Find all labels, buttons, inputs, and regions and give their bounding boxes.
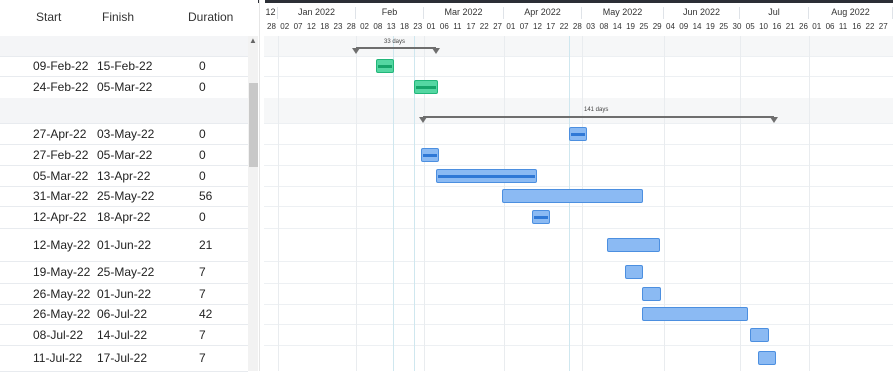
summary-end-marker-icon [352, 48, 360, 54]
chart-row [264, 304, 893, 325]
timeline-day: 27 [878, 22, 888, 31]
scroll-up-arrow-icon[interactable]: ▲ [249, 36, 257, 45]
cell-start: 26-May-22 [33, 307, 91, 321]
chart-row [264, 228, 893, 262]
task-row[interactable] [0, 144, 248, 166]
timeline-day: 14 [692, 22, 702, 31]
task-bar[interactable] [569, 127, 587, 141]
timeline-day: 10 [759, 22, 768, 31]
gridline [809, 36, 810, 371]
timeline-day: 01 [812, 22, 822, 31]
cell-start: 19-May-22 [33, 265, 91, 279]
timeline-day: 05 [745, 22, 755, 31]
cell-start: 09-Feb-22 [33, 59, 89, 73]
cell-duration: 7 [199, 287, 206, 301]
timeline-day: 11 [453, 22, 462, 31]
cell-finish: 14-Jul-22 [97, 328, 148, 342]
timeline-month: Jun 2022 [664, 7, 740, 19]
cell-duration: 0 [199, 169, 206, 183]
cell-duration: 7 [199, 265, 206, 279]
summary-bar[interactable] [356, 47, 436, 49]
summary-duration-label: 33 days [384, 39, 406, 45]
cell-start: 05-Mar-22 [33, 169, 89, 183]
timeline-day: 02 [280, 22, 290, 31]
timeline-day: 19 [626, 22, 635, 31]
task-bar[interactable] [607, 238, 660, 252]
timeline-day: 18 [320, 22, 330, 31]
cell-start: 12-May-22 [33, 238, 91, 252]
cell-start: 11-Jul-22 [33, 351, 83, 365]
task-bar[interactable] [750, 328, 769, 342]
timeline-header [264, 0, 893, 37]
task-progress [378, 65, 392, 68]
task-bar[interactable] [758, 351, 776, 365]
cell-duration: 7 [199, 328, 206, 342]
task-row[interactable] [0, 345, 248, 372]
timeline-day: 23 [413, 22, 423, 31]
timeline-day: 22 [479, 22, 489, 31]
timeline-day: 01 [506, 22, 516, 31]
summary-end-marker-icon [419, 117, 427, 123]
timeline-day: 16 [772, 22, 782, 31]
timeline-day: 08 [599, 22, 609, 31]
timeline-day: 28 [572, 22, 582, 31]
summary-bar[interactable] [423, 116, 774, 118]
cell-duration: 42 [199, 307, 213, 321]
timeline-day: 25 [639, 22, 649, 31]
cell-start: 27-Feb-22 [33, 148, 89, 162]
task-row[interactable] [0, 228, 248, 262]
cell-start: 24-Feb-22 [33, 80, 89, 94]
cell-finish: 25-May-22 [97, 265, 155, 279]
chart-row [264, 76, 893, 99]
timeline-day: 19 [705, 22, 715, 31]
cell-finish: 13-Apr-22 [97, 169, 151, 183]
cell-start: 31-Mar-22 [33, 189, 89, 203]
timeline-day: 12 [306, 22, 316, 31]
cell-finish: 03-May-22 [97, 127, 155, 141]
timeline-day: 17 [546, 22, 556, 31]
chart-row [264, 261, 893, 284]
cell-duration: 0 [199, 148, 206, 162]
task-progress [423, 154, 437, 157]
timeline-day: 28 [346, 22, 356, 31]
cell-finish: 06-Jul-22 [97, 307, 148, 321]
cell-duration: 7 [199, 351, 206, 365]
cell-duration: 21 [199, 238, 213, 252]
task-row[interactable] [0, 261, 248, 284]
cell-start: 27-Apr-22 [33, 127, 87, 141]
task-row[interactable] [0, 123, 248, 145]
cell-duration: 0 [199, 80, 206, 94]
timeline-day: 17 [466, 22, 476, 31]
cell-duration: 0 [199, 59, 206, 73]
task-progress [571, 133, 585, 136]
timeline-month: May 2022 [582, 7, 664, 19]
task-progress [438, 175, 535, 178]
scrollbar-thumb[interactable] [249, 83, 258, 167]
task-row[interactable] [0, 206, 248, 229]
cell-finish: 05-Mar-22 [97, 148, 153, 162]
timeline-day: 28 [267, 22, 276, 31]
timeline-day: 22 [559, 22, 569, 31]
timeline-day: 06 [439, 22, 449, 31]
task-bar[interactable] [532, 210, 550, 224]
task-row[interactable] [0, 36, 248, 57]
task-bar[interactable] [642, 307, 748, 321]
summary-duration-label: 141 days [584, 107, 609, 113]
timeline-day: 16 [852, 22, 862, 31]
chart-row [264, 165, 893, 187]
timeline-day: 08 [373, 22, 383, 31]
timeline-month: Aug 2022 [809, 7, 893, 19]
task-bar[interactable] [414, 80, 438, 94]
timeline-day: 12 [533, 22, 542, 31]
timeline-day: 25 [719, 22, 729, 31]
timeline-day: 09 [679, 22, 689, 31]
task-row[interactable] [0, 324, 248, 346]
timeline-day: 26 [799, 22, 808, 31]
column-header-duration[interactable]: Duration [188, 10, 234, 24]
task-row[interactable] [0, 76, 248, 99]
task-progress [534, 216, 548, 219]
cell-start: 26-May-22 [33, 287, 91, 301]
chart-row [264, 206, 893, 229]
timeline-month: Mar 2022 [424, 7, 504, 19]
cell-finish: 01-Jun-22 [97, 238, 152, 252]
task-row[interactable] [0, 98, 248, 124]
timeline-month: 12 [264, 7, 278, 19]
grid-header [0, 4, 258, 37]
timeline-day: 30 [732, 22, 742, 31]
gridline [569, 36, 570, 371]
gridline [356, 36, 357, 371]
task-bar[interactable] [421, 148, 439, 162]
timeline-day: 07 [519, 22, 529, 31]
chart-row [264, 345, 893, 371]
timeline-day: 22 [865, 22, 875, 31]
timeline-day: 04 [666, 22, 675, 31]
cell-finish: 18-Apr-22 [97, 210, 151, 224]
task-row[interactable] [0, 186, 248, 207]
timeline-day: 18 [400, 22, 409, 31]
cell-finish: 01-Jun-22 [97, 287, 152, 301]
timeline-day: 23 [333, 22, 343, 31]
task-bar[interactable] [502, 189, 643, 203]
cell-finish: 17-Jul-22 [97, 351, 148, 365]
column-header-finish[interactable]: Finish [102, 10, 135, 24]
timeline-day: 27 [493, 22, 502, 31]
timeline-day: 06 [825, 22, 835, 31]
summary-end-marker-icon [432, 48, 440, 54]
gantt-chart [264, 0, 893, 371]
task-bar[interactable] [625, 265, 643, 279]
timeline-month: Jul [740, 7, 809, 19]
cell-duration: 56 [199, 189, 213, 203]
cell-start: 08-Jul-22 [33, 328, 84, 342]
gridline [504, 36, 505, 371]
chart-row [264, 324, 893, 346]
chart-row [264, 98, 893, 124]
summary-end-marker-icon [770, 117, 778, 123]
timeline-month: Jan 2022 [278, 7, 356, 19]
cell-finish: 25-May-22 [97, 189, 155, 203]
timeline-month: Apr 2022 [504, 7, 582, 19]
timeline-day: 13 [386, 22, 396, 31]
task-bar[interactable] [642, 287, 661, 301]
task-grid [0, 0, 258, 371]
chart-row [264, 56, 893, 77]
task-bar[interactable] [376, 59, 394, 73]
timeline-day: 02 [360, 22, 369, 31]
chart-row [264, 283, 893, 305]
gridline [278, 36, 279, 371]
timeline-day: 07 [293, 22, 303, 31]
column-header-start[interactable]: Start [36, 10, 62, 24]
cell-duration: 0 [199, 127, 206, 141]
cell-finish: 15-Feb-22 [97, 59, 153, 73]
timeline-day: 14 [612, 22, 622, 31]
task-row[interactable] [0, 283, 248, 305]
task-row[interactable] [0, 56, 248, 77]
gridline [582, 36, 583, 371]
timeline-day: 21 [785, 22, 795, 31]
timeline-day: 29 [652, 22, 662, 31]
task-row[interactable] [0, 304, 248, 325]
task-bar[interactable] [436, 169, 537, 183]
timeline-day: 01 [426, 22, 436, 31]
chart-row [264, 144, 893, 166]
task-progress [416, 86, 436, 89]
cell-duration: 0 [199, 210, 206, 224]
gridline [393, 36, 394, 371]
timeline-day: 03 [586, 22, 596, 31]
task-row[interactable] [0, 165, 248, 187]
cell-start: 12-Apr-22 [33, 210, 87, 224]
timeline-month: Feb [356, 7, 424, 19]
cell-finish: 05-Mar-22 [97, 80, 153, 94]
timeline-day: 11 [838, 22, 848, 31]
